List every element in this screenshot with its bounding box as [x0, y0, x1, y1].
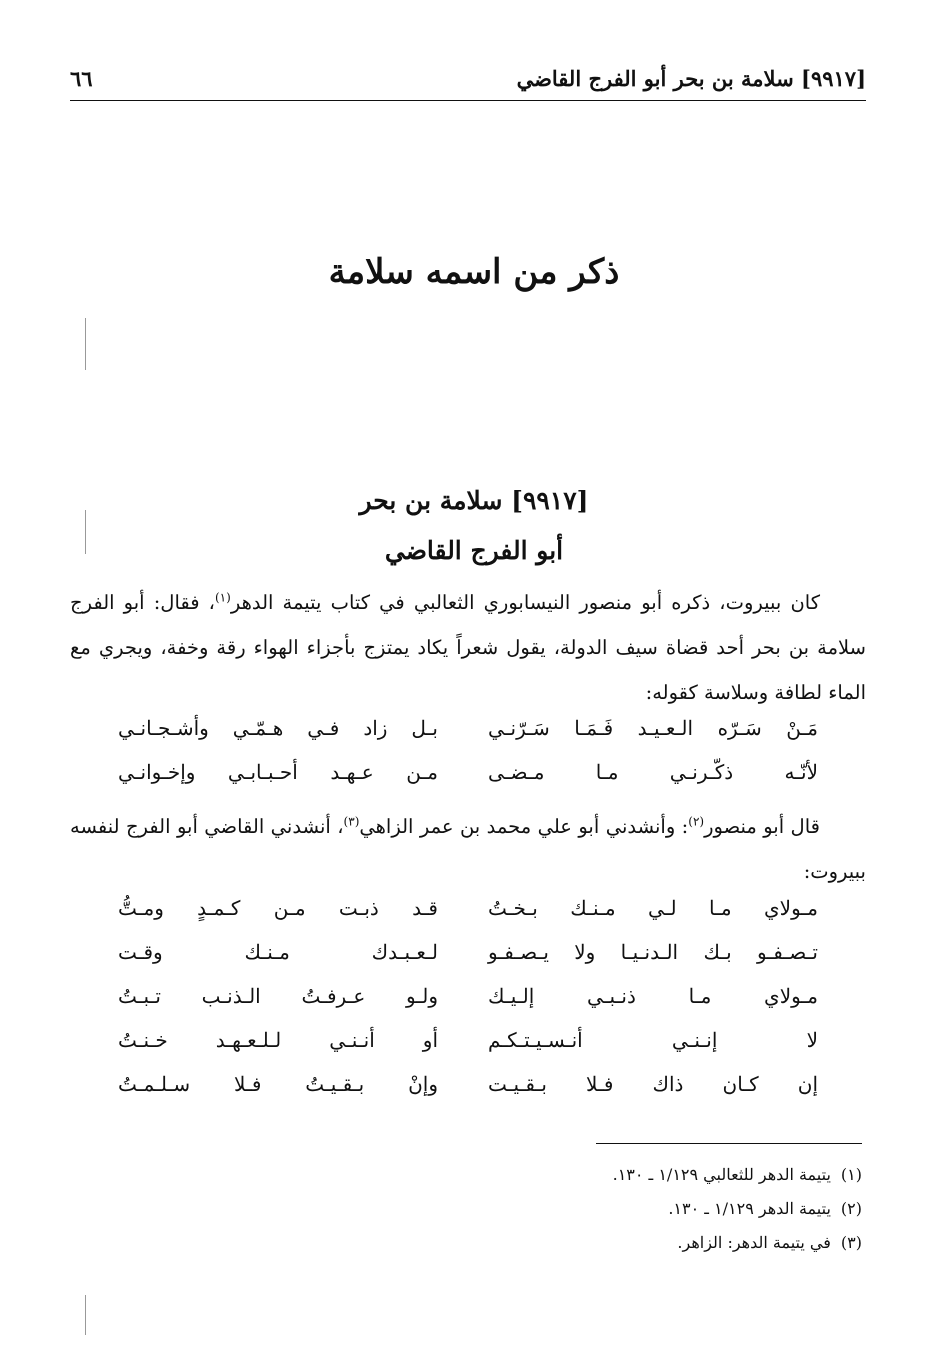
verse-second-hemistich: بـل زاد فـي هـمّـي وأشـجـانـي — [118, 716, 438, 740]
footnote-text: يتيمة الدهر ١/١٢٩ ـ ١٣٠. — [668, 1199, 831, 1218]
paragraph-text: كان ببيروت، ذكره أبو منصور النيسابوري الثعالبي في كتاب يتيمة الدهر — [230, 591, 820, 614]
margin-mark — [85, 318, 86, 370]
verse-line — [70, 940, 866, 984]
verse-second-hemistich: ولـو عـرفـتُ الـذنـب تـبـتُ — [118, 984, 438, 1008]
paragraph-2 — [70, 804, 866, 894]
footnote-rule — [596, 1143, 862, 1144]
verse-first-hemistich: مَـنْ سَـرّه الـعـيـد فَـمَـا سَـرّنـي — [488, 716, 818, 740]
footnote — [162, 1192, 862, 1226]
verse-line — [70, 716, 866, 760]
verse-line — [70, 984, 866, 1028]
verse-first-hemistich: لا إنـنـي أنـسـيـتـكـم — [488, 1028, 818, 1052]
paragraph-text: ، فقال: أبو الفرج سلامة بن بحر أحد قضاة سيف الدولة، يقول شعراً يكاد يمتزج بأجزاء الهواء رقة وخفة، ويجري مع الماء لطافة وسلاسة كقوله: — [70, 591, 866, 704]
paragraph-text: قال أبو منصور — [704, 815, 820, 838]
verse-line — [70, 1028, 866, 1072]
running-header — [70, 62, 866, 102]
footnote-ref: (١) — [214, 590, 231, 605]
footnote-number: (٣) — [840, 1233, 862, 1252]
verse-first-hemistich: لأنّـه ذكّـرنـي مـا مـضـى — [488, 760, 818, 784]
paragraph-text: ، أنشدني القاضي أبو الفرج لنفسه ببيروت: — [70, 815, 866, 883]
header-title: [٩٩١٧] سلامة بن بحر أبو الفرج القاضي — [516, 66, 866, 91]
verse-line — [70, 896, 866, 940]
header-rule — [70, 100, 866, 101]
chapter-title: ذكر من اسمه سلامة — [328, 252, 620, 292]
verse-second-hemistich: مـن عـهـد أحـبـابـي وإخـوانـي — [118, 760, 438, 784]
footnote-text: في يتيمة الدهر: الزاهر. — [677, 1233, 831, 1252]
footnote-number: (٢) — [840, 1199, 862, 1218]
margin-mark — [85, 1295, 86, 1335]
footnotes — [162, 1158, 862, 1260]
entry-subtitle: أبو الفرج القاضي — [384, 536, 564, 565]
page-number: ٦٦ — [70, 66, 93, 91]
verse-line — [70, 1072, 866, 1116]
footnote-text: يتيمة الدهر للثعالبي ١/١٢٩ ـ ١٣٠. — [612, 1165, 831, 1184]
footnote-ref: (٣) — [343, 814, 360, 829]
verse-second-hemistich: أو أنـنـي لـلـعـهـد خـنـتُ — [118, 1028, 438, 1052]
verse-second-hemistich: قـد ذبـت مـن كـمـدٍ ومـتُّ — [118, 896, 438, 920]
footnote — [162, 1226, 862, 1260]
paragraph-1 — [70, 580, 866, 715]
verse-first-hemistich: تـصـفـو بـك الـدنـيـا ولا يـصـفـو — [488, 940, 818, 964]
poem-2 — [70, 896, 866, 1116]
verse-second-hemistich: وإنْ بـقـيـتُ فـلا سـلـمـتُ — [118, 1072, 438, 1096]
verse-first-hemistich: إن كـان ذاك فـلا بـقـيـت — [488, 1072, 818, 1096]
verse-first-hemistich: مـولاي مـا ذنـبـي إلـيـك — [488, 984, 818, 1008]
footnote-ref: (٢) — [688, 814, 705, 829]
entry-title: [٩٩١٧] سلامة بن بحر — [359, 486, 589, 515]
footnote-number: (١) — [840, 1165, 862, 1184]
poem-1 — [70, 716, 866, 804]
paragraph-text: : وأنشدني أبو علي محمد بن عمر الزاهي — [359, 815, 689, 838]
footnote — [162, 1158, 862, 1192]
verse-first-hemistich: مـولاي مـا لـي مـنـك بـخـتُ — [488, 896, 818, 920]
verse-second-hemistich: لـعـبـدك مـنـك وقـت — [118, 940, 438, 964]
verse-line — [70, 760, 866, 804]
